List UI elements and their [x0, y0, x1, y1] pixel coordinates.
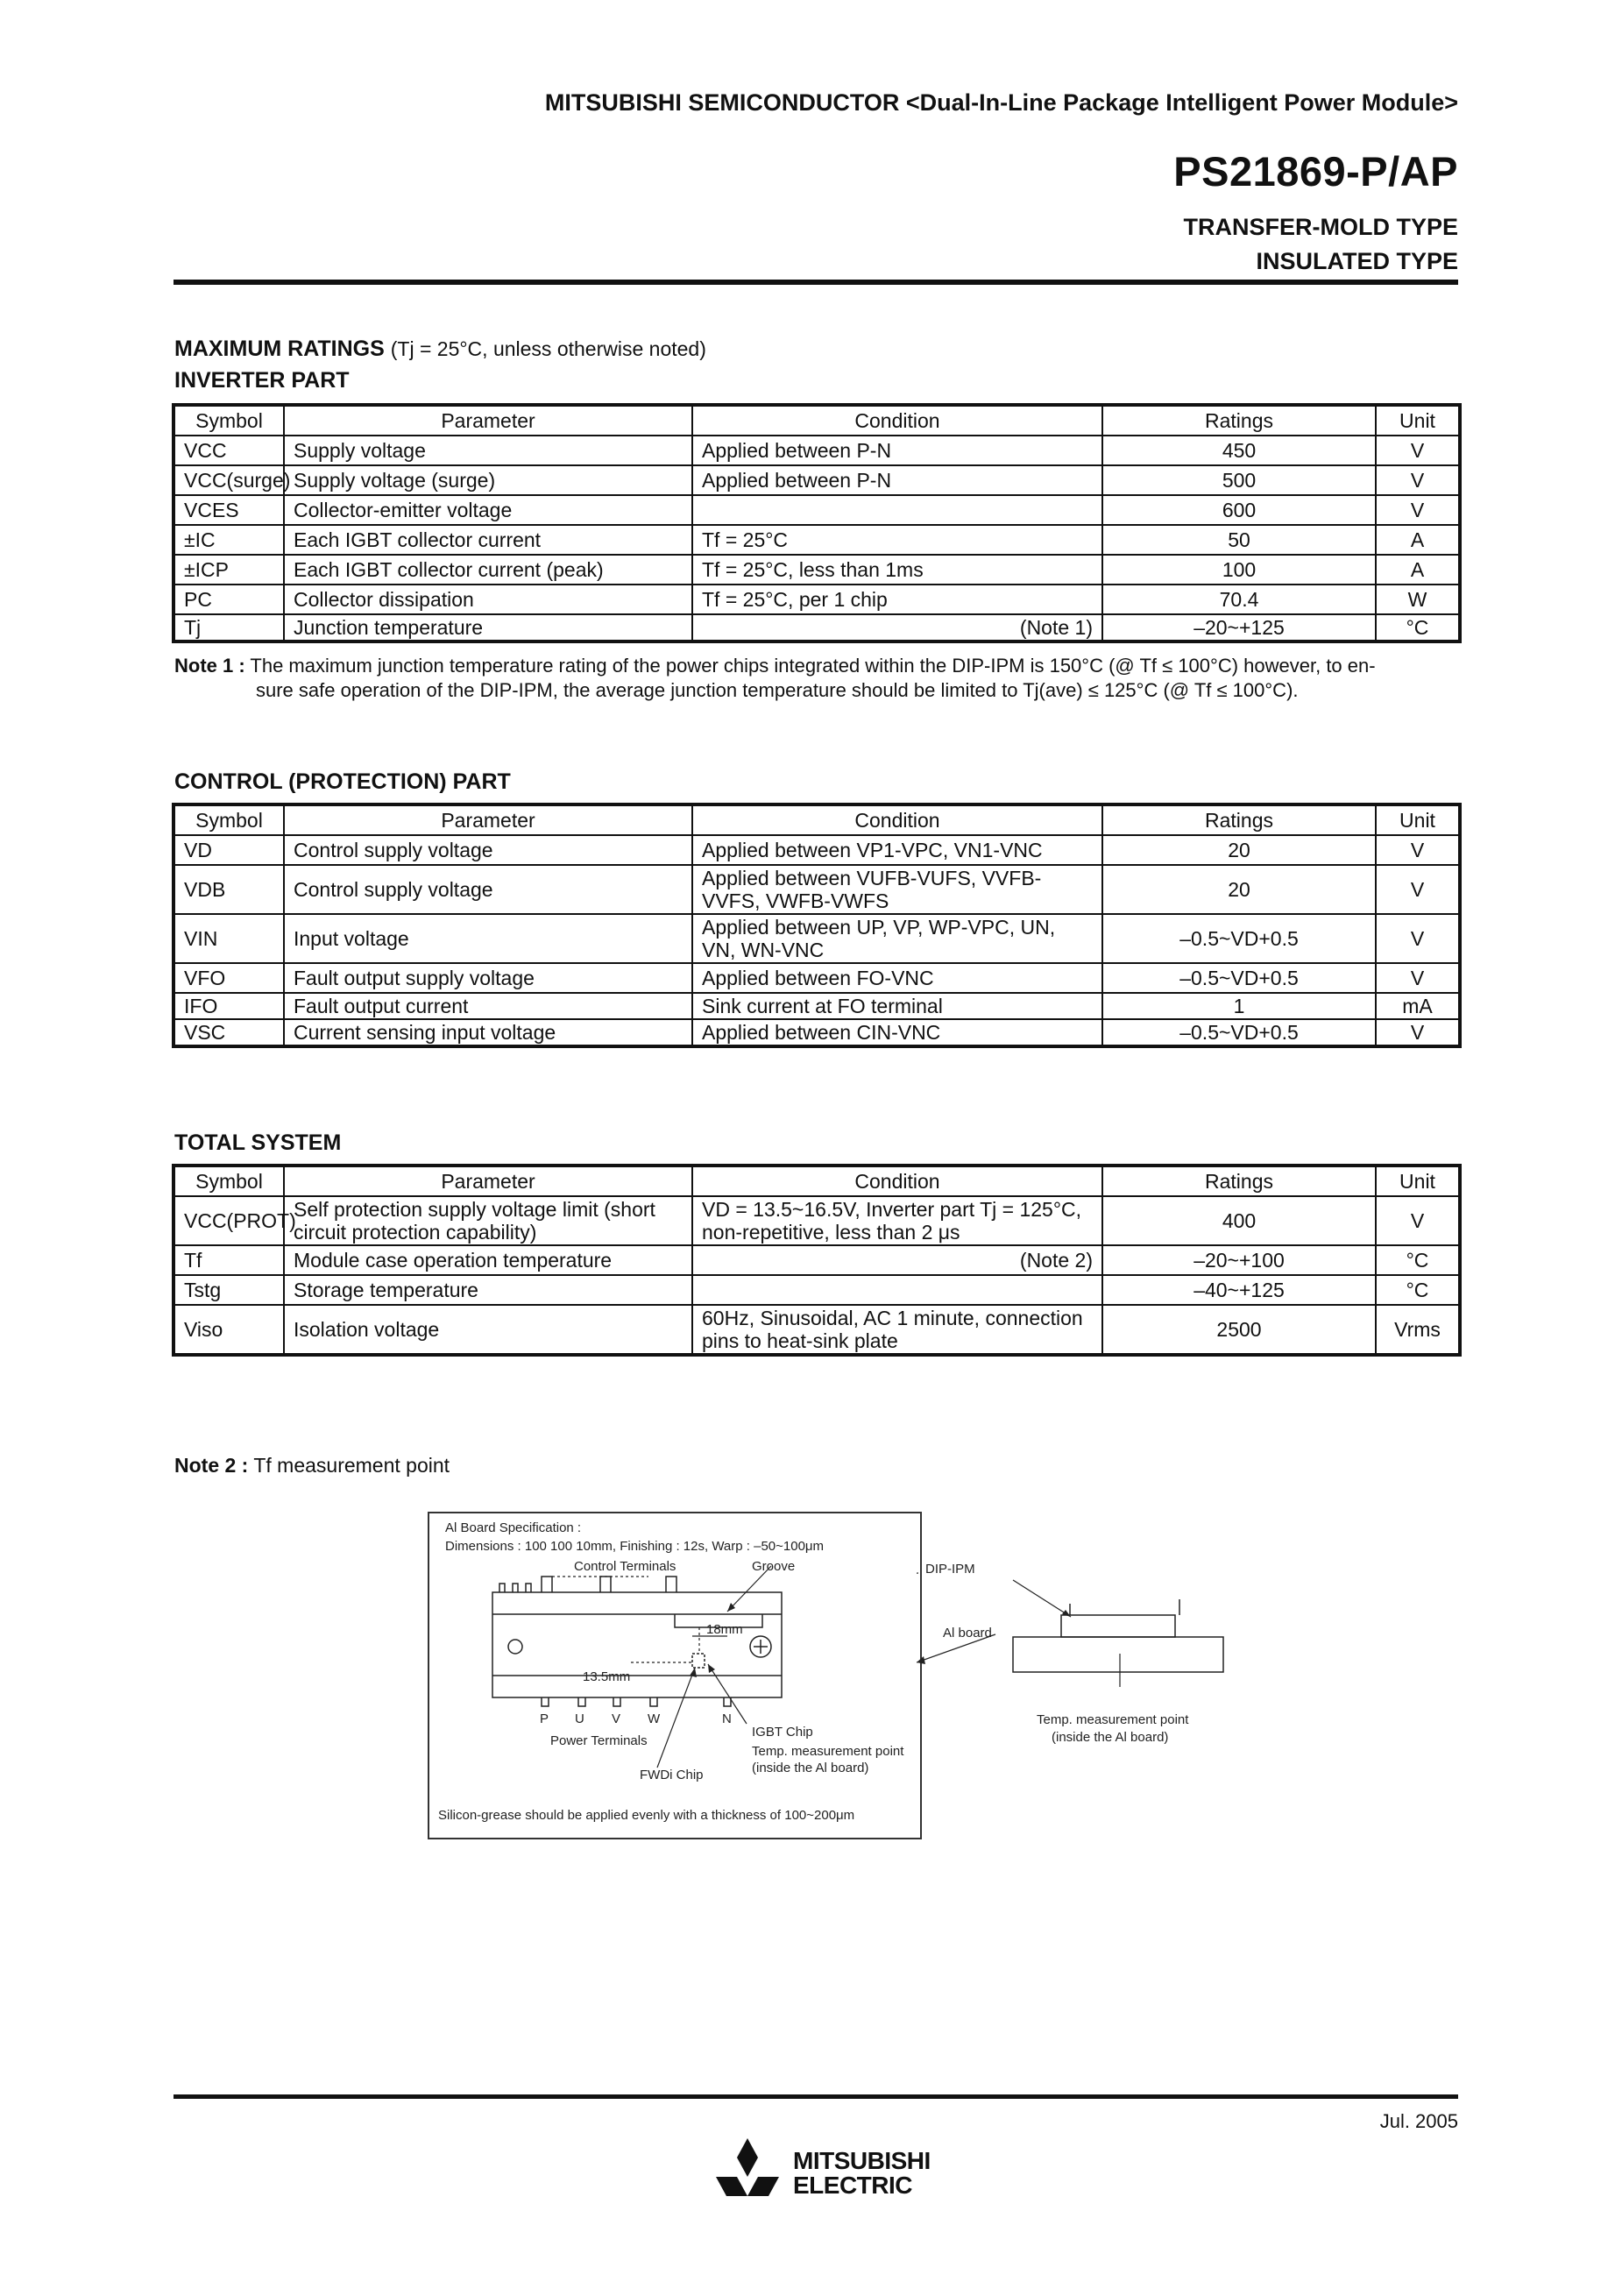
spec-dimensions: Dimensions : 100 100 10mm, Finishing : 12s, Warp : –50~100μm — [445, 1539, 825, 1554]
unit-cell: A — [1376, 525, 1459, 555]
col-condition: Condition — [692, 1166, 1102, 1196]
unit-cell: °C — [1376, 1275, 1459, 1305]
condition-cell: 60Hz, Sinusoidal, AC 1 minute, connection pins to heat-sink plate — [692, 1305, 1102, 1354]
temp-point-label-1: Temp. measurement point — [752, 1744, 904, 1759]
unit-cell: mA — [1376, 993, 1459, 1019]
parameter-cell: Control supply voltage — [284, 865, 692, 914]
symbol-cell: VCES — [174, 495, 284, 525]
total-title: TOTAL SYSTEM — [174, 1130, 342, 1155]
col-symbol: Symbol — [174, 805, 284, 835]
max-ratings-title: MAXIMUM RATINGS — [174, 337, 385, 361]
symbol-cell: Tf — [174, 1245, 284, 1275]
col-unit: Unit — [1376, 805, 1459, 835]
unit-cell: V — [1376, 1019, 1459, 1045]
temp-point-label-2: (inside the Al board) — [752, 1761, 869, 1775]
footer-rule — [174, 2094, 1458, 2099]
note-1-line-1: The maximum junction temperature rating of the power chips integrated within the DIP-IPM is 150°C (@ Tf ≤ 100°C) however, to en- — [250, 655, 1376, 677]
note-2-label: Note 2 : — [174, 1454, 249, 1477]
condition-cell: Tf = 25°C, per 1 chip — [692, 585, 1102, 614]
parameter-cell: Each IGBT collector current — [284, 525, 692, 555]
note-2-text: Tf measurement point — [253, 1454, 450, 1477]
measurement-diagram — [428, 1512, 922, 1839]
condition-cell: Tf = 25°C, less than 1ms — [692, 555, 1102, 585]
condition-cell: Applied between CIN-VNC — [692, 1019, 1102, 1045]
parameter-cell: Supply voltage — [284, 436, 692, 465]
rating-cell: 2500 — [1102, 1305, 1376, 1354]
parameter-cell: Current sensing input voltage — [284, 1019, 692, 1045]
unit-cell: V — [1376, 963, 1459, 993]
table-row — [174, 835, 1459, 865]
condition-cell: Applied between P-N — [692, 465, 1102, 495]
al-board-label: Al board — [943, 1626, 992, 1641]
col-unit: Unit — [1376, 1166, 1459, 1196]
unit-cell: V — [1376, 835, 1459, 865]
table-row — [174, 1305, 1459, 1354]
note-2 — [174, 1453, 1459, 1478]
header-rule — [174, 280, 1458, 285]
part-number: PS21869-P/AP — [1173, 148, 1458, 195]
rating-cell: 600 — [1102, 495, 1376, 525]
rating-cell: –0.5~VD+0.5 — [1102, 914, 1376, 963]
pin-n: N — [722, 1711, 732, 1726]
unit-cell: V — [1376, 436, 1459, 465]
symbol-cell: VFO — [174, 963, 284, 993]
groove-label: Groove — [752, 1559, 796, 1574]
unit-cell: Vrms — [1376, 1305, 1459, 1354]
condition-cell: Applied between FO-VNC — [692, 963, 1102, 993]
symbol-cell: Viso — [174, 1305, 284, 1354]
header-company: MITSUBISHI SEMICONDUCTOR <Dual-In-Line Package Intelligent Power Module> — [544, 89, 1458, 116]
unit-cell: V — [1376, 914, 1459, 963]
rating-cell: 20 — [1102, 835, 1376, 865]
col-symbol: Symbol — [174, 1166, 284, 1196]
table-row — [174, 1275, 1459, 1305]
symbol-cell: VIN — [174, 914, 284, 963]
condition-cell: VD = 13.5~16.5V, Inverter part Tj = 125°C, non-repetitive, less than 2 μs — [692, 1196, 1102, 1245]
table-row — [174, 1019, 1459, 1045]
col-ratings: Ratings — [1102, 1166, 1376, 1196]
condition-cell: Applied between UP, VP, WP-VPC, UN, VN, WN-VNC — [692, 914, 1102, 963]
parameter-cell: Collector dissipation — [284, 585, 692, 614]
side-temp-label-1: Temp. measurement point — [1037, 1712, 1189, 1727]
unit-cell: °C — [1376, 1245, 1459, 1275]
unit-cell: W — [1376, 585, 1459, 614]
inverter-title: INVERTER PART — [174, 368, 350, 393]
note-1 — [174, 654, 1459, 703]
rating-cell: 450 — [1102, 436, 1376, 465]
type-line-1: TRANSFER-MOLD TYPE — [1183, 214, 1458, 240]
logo-line-2: ELECTRIC — [793, 2172, 912, 2199]
rating-cell: 1 — [1102, 993, 1376, 1019]
rating-cell: 100 — [1102, 555, 1376, 585]
fwdi-chip-label: FWDi Chip — [640, 1768, 704, 1782]
condition-cell: Sink current at FO terminal — [692, 993, 1102, 1019]
control-table — [174, 804, 1460, 1046]
pin-v: V — [612, 1711, 621, 1726]
parameter-cell: Each IGBT collector current (peak) — [284, 555, 692, 585]
logo-line-1: MITSUBISHI — [793, 2147, 931, 2174]
pin-u: U — [575, 1711, 584, 1726]
dip-ipm-label: DIP-IPM — [925, 1562, 975, 1577]
unit-cell: V — [1376, 1196, 1459, 1245]
pin-w: W — [648, 1711, 661, 1726]
parameter-cell: Control supply voltage — [284, 835, 692, 865]
table-row — [174, 495, 1459, 525]
symbol-cell: VD — [174, 835, 284, 865]
rating-cell: –0.5~VD+0.5 — [1102, 963, 1376, 993]
rating-cell: 70.4 — [1102, 585, 1376, 614]
condition-cell: Applied between P-N — [692, 436, 1102, 465]
note-1-label: Note 1 : — [174, 655, 245, 677]
col-unit: Unit — [1376, 406, 1459, 436]
rating-cell: 50 — [1102, 525, 1376, 555]
parameter-cell: Fault output supply voltage — [284, 963, 692, 993]
parameter-cell: Self protection supply voltage limit (short circuit protection capability) — [284, 1196, 692, 1245]
grease-note: Silicon-grease should be applied evenly with a thickness of 100~200μm — [438, 1808, 855, 1823]
parameter-cell: Module case operation temperature — [284, 1245, 692, 1275]
table-row — [174, 436, 1459, 465]
symbol-cell: VCC(surge) — [174, 465, 284, 495]
parameter-cell: Collector-emitter voltage — [284, 495, 692, 525]
table-row — [174, 614, 1459, 641]
parameter-cell: Supply voltage (surge) — [284, 465, 692, 495]
mitsubishi-electric-logo — [793, 2149, 931, 2198]
pin-p: P — [540, 1711, 549, 1726]
unit-cell: V — [1376, 465, 1459, 495]
condition-cell — [692, 1275, 1102, 1305]
parameter-cell: Input voltage — [284, 914, 692, 963]
igbt-chip-label: IGBT Chip — [752, 1725, 813, 1740]
symbol-cell: Tj — [174, 614, 284, 641]
rating-cell: 500 — [1102, 465, 1376, 495]
table-row — [174, 963, 1459, 993]
symbol-cell: Tstg — [174, 1275, 284, 1305]
rating-cell: –0.5~VD+0.5 — [1102, 1019, 1376, 1045]
rating-cell: –20~+100 — [1102, 1245, 1376, 1275]
parameter-cell: Isolation voltage — [284, 1305, 692, 1354]
parameter-cell: Fault output current — [284, 993, 692, 1019]
condition-cell: Tf = 25°C — [692, 525, 1102, 555]
col-parameter: Parameter — [284, 805, 692, 835]
condition-cell: Applied between VUFB-VUFS, VVFB-VVFS, VWFB-VWFS — [692, 865, 1102, 914]
note-1-line-2: sure safe operation of the DIP-IPM, the average junction temperature should be limited to Tj(ave) ≤ 125°C (@ Tf ≤ 100°C). — [256, 679, 1299, 701]
condition-cell: Applied between VP1-VPC, VN1-VNC — [692, 835, 1102, 865]
rating-cell: 20 — [1102, 865, 1376, 914]
dim-13-5mm: 13.5mm — [583, 1669, 631, 1684]
spec-title: Al Board Specification : — [445, 1520, 582, 1535]
col-condition: Condition — [692, 406, 1102, 436]
symbol-cell: ±IC — [174, 525, 284, 555]
dim-18mm: 18mm — [706, 1622, 743, 1637]
col-parameter: Parameter — [284, 406, 692, 436]
col-symbol: Symbol — [174, 406, 284, 436]
condition-cell: (Note 1) — [692, 614, 1102, 641]
control-title: CONTROL (PROTECTION) PART — [174, 769, 511, 794]
power-terminals-label: Power Terminals — [550, 1733, 648, 1748]
condition-cell — [692, 495, 1102, 525]
table-row — [174, 865, 1459, 914]
mitsubishi-logo-icon — [708, 2138, 787, 2208]
col-condition: Condition — [692, 805, 1102, 835]
symbol-cell: VSC — [174, 1019, 284, 1045]
footer-date: Jul. 2005 — [1379, 2110, 1458, 2132]
side-temp-label-2: (inside the Al board) — [1052, 1730, 1169, 1745]
inverter-table — [174, 405, 1460, 641]
table-row — [174, 1245, 1459, 1275]
table-row — [174, 555, 1459, 585]
max-ratings-condition: (Tj = 25°C, unless otherwise noted) — [390, 337, 706, 360]
symbol-cell: VDB — [174, 865, 284, 914]
symbol-cell: ±ICP — [174, 555, 284, 585]
unit-cell: A — [1376, 555, 1459, 585]
condition-cell: (Note 2) — [692, 1245, 1102, 1275]
symbol-cell: VCC — [174, 436, 284, 465]
col-ratings: Ratings — [1102, 406, 1376, 436]
table-row — [174, 914, 1459, 963]
unit-cell: V — [1376, 495, 1459, 525]
unit-cell: °C — [1376, 614, 1459, 641]
table-row — [174, 525, 1459, 555]
rating-cell: 400 — [1102, 1196, 1376, 1245]
parameter-cell: Junction temperature — [284, 614, 692, 641]
col-ratings: Ratings — [1102, 805, 1376, 835]
symbol-cell: VCC(PROT) — [174, 1196, 284, 1245]
table-row — [174, 465, 1459, 495]
symbol-cell: PC — [174, 585, 284, 614]
symbol-cell: IFO — [174, 993, 284, 1019]
table-row — [174, 1196, 1459, 1245]
total-table — [174, 1166, 1460, 1355]
control-terminals-label: Control Terminals — [574, 1559, 676, 1574]
type-line-2: INSULATED TYPE — [1256, 248, 1458, 274]
table-row — [174, 993, 1459, 1019]
rating-cell: –20~+125 — [1102, 614, 1376, 641]
max-ratings-heading — [174, 337, 706, 362]
col-parameter: Parameter — [284, 1166, 692, 1196]
rating-cell: –40~+125 — [1102, 1275, 1376, 1305]
module-top-view — [429, 1513, 920, 1838]
parameter-cell: Storage temperature — [284, 1275, 692, 1305]
table-row — [174, 585, 1459, 614]
unit-cell: V — [1376, 865, 1459, 914]
